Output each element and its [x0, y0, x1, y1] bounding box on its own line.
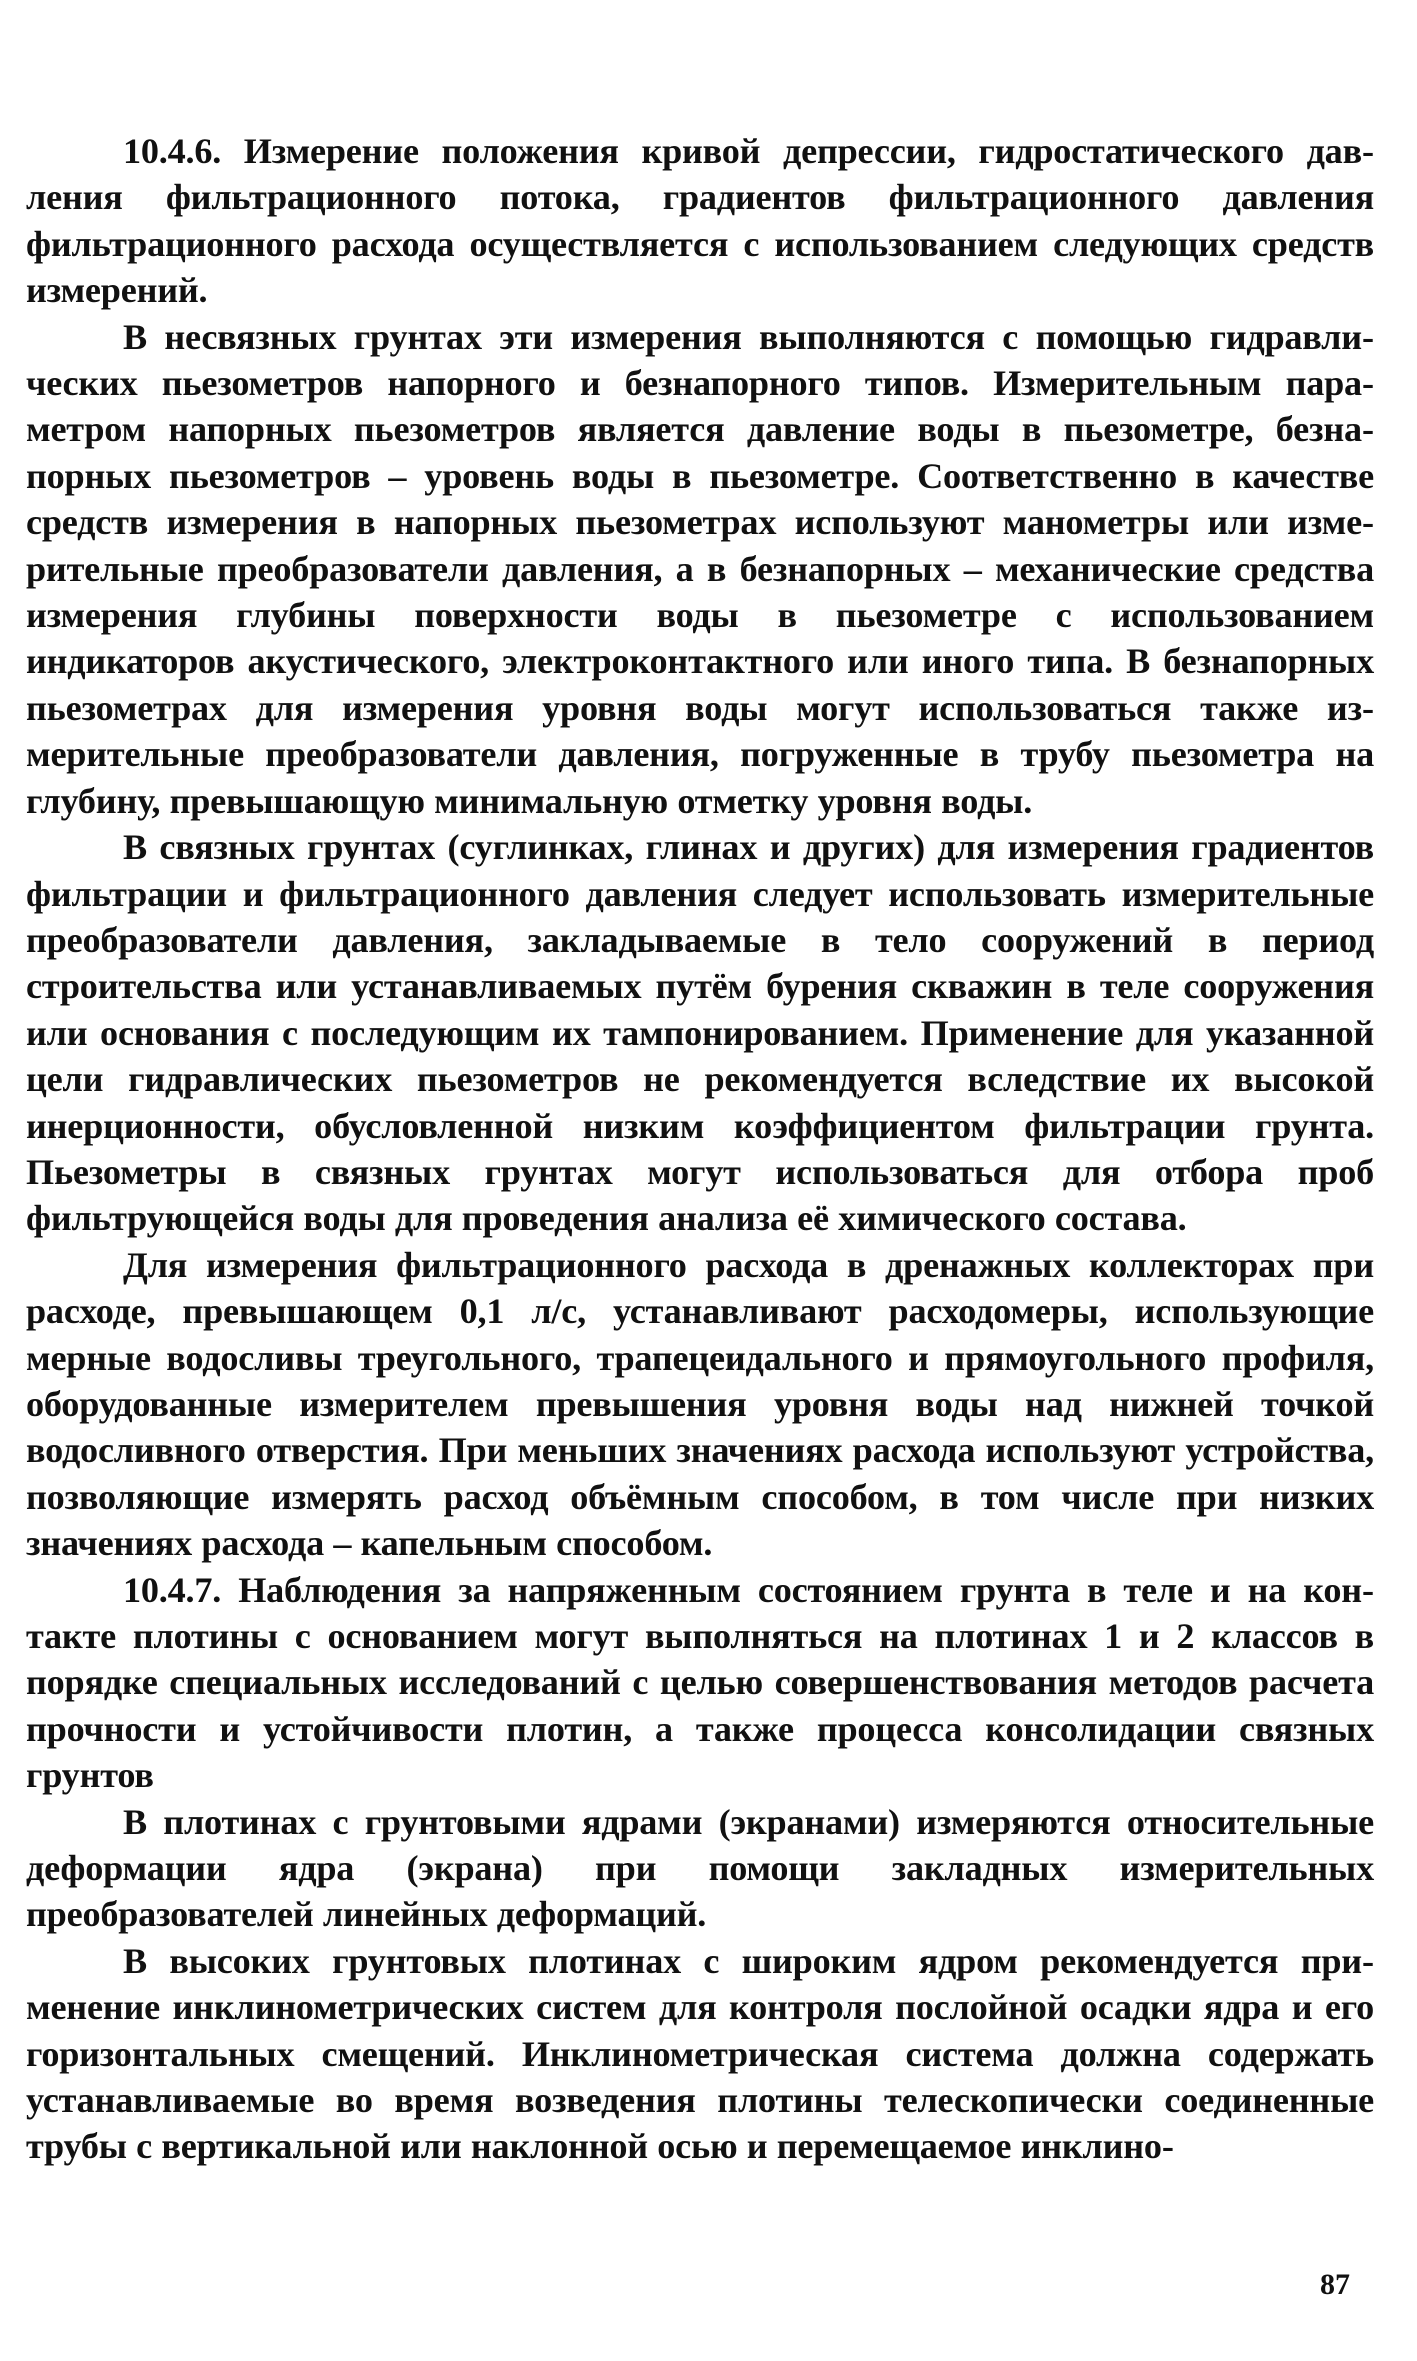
paragraph-cohesive-soils: [26, 824, 1374, 1242]
paragraph-text: Наблюдения за напряженным состоянием грунта в теле и на контакте плотины с основанием могут выполняться на плотинах 1 и 2 классов в порядке специальных исследований с целью совершенствования методов расчета прочности и устойчивости плотин, а также процесса консолидации связных грунтов: [26, 1569, 1374, 1796]
paragraph-text: В высоких грунтовых плотинах с широким ядром рекомендуется применение инклинометрических систем для контроля послойной осадки ядра и его горизонтальных смещений. Инклинометрическая система должна содержать устанавливаемые во время возведения плотины телескопически соединенные трубы с вертикальной или наклонной осью и перемещаемое инклино-: [26, 1940, 1374, 2167]
paragraph-inclinometer-systems: [26, 1938, 1374, 2170]
paragraph-10-4-6: [26, 128, 1374, 314]
body-text: [26, 128, 1374, 2170]
section-number: 10.4.6.: [123, 131, 222, 171]
paragraph-text: Измерение положения кривой депрессии, гидростатического давления фильтрационного потока, градиентов фильтрационного давления фильтрационного расхода осуществляется с использованием следующих средств измерений.: [26, 131, 1374, 311]
paragraph-10-4-7: [26, 1567, 1374, 1799]
section-number: 10.4.7.: [123, 1569, 222, 1610]
paragraph-text: В несвязных грунтах эти измерения выполняются с помощью гидравлических пьезометров напорного и безнапорного типов. Измерительным параметром напорных пьезометров является давление воды в пьезометре, безнапорных пьезометров – уровень воды в пьезометре. Соответственно в качестве средств измерения в напорных пьезометрах используют манометры или измерительные преобразователи давления, а в безнапорных – механические средства измерения глубины поверхности воды в пьезометре с использованием индикаторов акустического, электроконтактного или иного типа. В безнапорных пьезометрах для измерения уровня воды могут использоваться также измерительные преобразователи давления, погруженные в трубу пьезометра на глубину, превышающую минимальную отметку уровня воды.: [26, 316, 1374, 821]
paragraph-noncohesive-soils: [26, 314, 1374, 824]
page-number: 87: [1320, 2268, 1350, 2301]
paragraph-core-deformations: [26, 1799, 1374, 1938]
paragraph-text: В плотинах с грунтовыми ядрами (экранами) измеряются относительные деформации ядра (экрана) при помощи закладных измерительных преобразователей линейных деформаций.: [26, 1801, 1374, 1935]
paragraph-text: В связных грунтах (суглинках, глинах и других) для измерения градиентов фильтрации и фильтрационного давления следует использовать измерительные преобразователи давления, закладываемые в тело сооружений в период строительства или устанавливаемых путём бурения скважин в теле сооружения или основания с последующим их тампонированием. Применение для указанной цели гидравлических пьезометров не рекомендуется вследствие их высокой инерционности, обусловленной низким коэффициентом фильтрации грунта. Пьезометры в связных грунтах могут использоваться для отбора проб фильтрующейся воды для проведения анализа её химического состава.: [26, 827, 1374, 1239]
paragraph-flow-measurement: [26, 1242, 1374, 1567]
paragraph-text: Для измерения фильтрационного расхода в дренажных коллекторах при расходе, превышающем 0,1 л/с, устанавливают расходомеры, использующие мерные водосливы треугольного, трапецеидального и прямоугольного профиля, оборудованные измерителем превышения уровня воды над нижней точкой водосливного отверстия. При меньших значениях расхода используют устройства, позволяющие измерять расход объёмным способом, в том числе при низких значениях расхода – капельным способом.: [26, 1244, 1374, 1564]
